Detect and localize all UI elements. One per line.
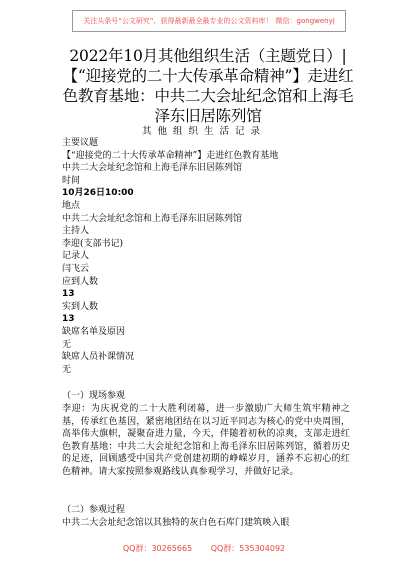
process-paragraph: 中共二大会址纪念馆以其独特的灰白色石库门建筑映入眼	[62, 518, 290, 528]
wechat-id: 微信：gongwenyj	[275, 17, 335, 25]
field-line: 中共二大会址纪念馆和上海毛泽东旧居陈列馆	[62, 163, 243, 174]
promo-banner	[72, 10, 346, 32]
field-line: 13	[62, 314, 75, 325]
record-fields	[62, 137, 352, 376]
field-line: 中共二大会址纪念馆和上海毛泽东旧居陈列馆	[62, 213, 243, 224]
field-line: 主要议题	[62, 138, 99, 148]
visit-paragraph: 李迎：为庆祝党的二十大胜利闭幕，进一步激励广大师生筑牢精神之基，传承红色基因，紧密地团结在以习近平同志为核心的党中央周围，高举伟大旗帜，凝聚奋进力量，今天，伴随着初秋的凉爽，支部走进红色教育基地：中共二大会址纪念馆和上海毛泽东旧居陈列馆，循着历史的足迹，回顾感受中国共产党创建初期的峥嵘岁月，涵养不忘初心的红色精神。请大家按照参观路线认真参观学习，并做好记录。	[62, 404, 350, 477]
field-line: 10月26日10:00	[62, 188, 134, 199]
qq-group-2: QQ群：535304092	[210, 544, 286, 553]
field-line: 记录人	[62, 251, 90, 262]
field-line: 应到人数	[62, 276, 99, 287]
field-line: 时间	[62, 175, 81, 186]
field-line: 实到人数	[62, 301, 99, 312]
record-subtitle: 其他组织生活记录	[141, 126, 266, 137]
document-title: 2022年10月其他组织生活（主题党日）|【“迎接党的二十大传承革命精神”】走进红色教育基地：中共二大会址纪念馆和上海毛泽东旧居陈列馆	[62, 47, 354, 125]
field-line: 无	[62, 364, 72, 375]
field-line: 李迎(支部书记)	[62, 238, 124, 249]
field-line: 【“迎接党的二十大传承革命精神”】走进红色教育基地	[62, 150, 279, 161]
field-line: 无	[62, 339, 72, 350]
field-line: 闫飞云	[62, 263, 90, 274]
footer-contacts	[0, 543, 408, 554]
qq-group-1: QQ群：30265665	[122, 544, 193, 553]
promo-text: 关注头条号“公文研究”，获得最新最全最专业的公文资料库！	[83, 17, 273, 25]
section-heading-process: （二）参观过程	[62, 505, 126, 515]
section-heading-visit: （一）现场参观	[62, 391, 126, 401]
field-line: 13	[62, 289, 75, 300]
field-line: 缺席名单及原因	[62, 326, 126, 337]
field-line: 缺席人员补课情况	[62, 352, 135, 363]
field-line: 地点	[62, 200, 81, 211]
field-line: 主持人	[62, 226, 90, 237]
